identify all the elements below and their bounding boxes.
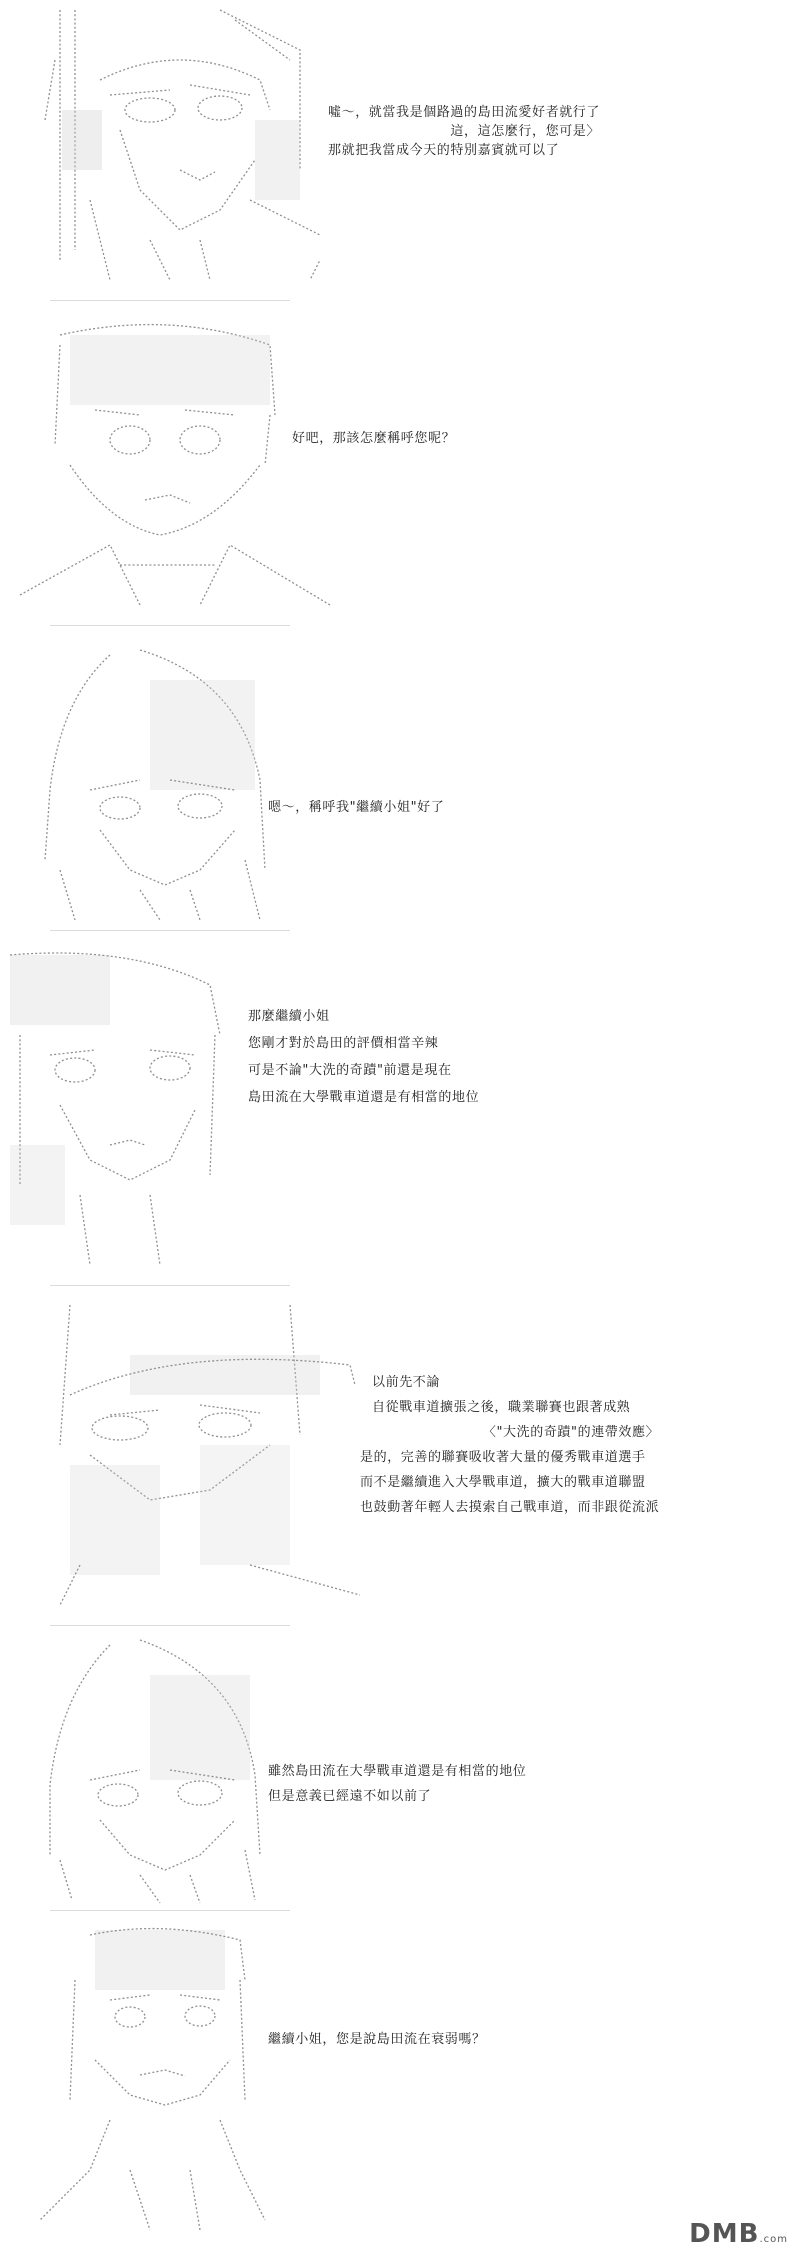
watermark-suffix: .com — [759, 2234, 788, 2245]
dialogue-line: 噓～，就當我是個路過的島田流愛好者就行了 — [328, 105, 601, 120]
panel-6 — [0, 1635, 800, 1905]
watermark-text: DMB — [689, 2219, 760, 2249]
dialogue-line: 那就把我當成今天的特別嘉賓就可以了 — [328, 143, 560, 158]
dialogue-line: 〈"大洗的奇蹟"的連帶效應〉 — [482, 1425, 660, 1440]
dialogue-line: 雖然島田流在大學戰車道還是有相當的地位 — [268, 1764, 527, 1779]
dialogue-block-2 — [292, 429, 455, 448]
panel-2 — [0, 315, 800, 615]
dialogue-line: 島田流在大學戰車道還是有相當的地位 — [248, 1090, 480, 1105]
panel-4 — [0, 945, 800, 1275]
dialogue-line: 繼續小姐，您是說島田流在衰弱嗎？ — [268, 2032, 486, 2047]
ascii-art-figure-5 — [0, 1295, 370, 1615]
dialogue-line: 是的，完善的聯賽吸收著大量的優秀戰車道選手 — [360, 1450, 646, 1465]
ascii-art-figure-4 — [0, 945, 260, 1275]
ascii-art-figure-1 — [0, 0, 320, 290]
panel-1 — [0, 0, 800, 290]
ascii-art-figure-2 — [0, 315, 340, 615]
dialogue-line: 可是不論"大洗的奇蹟"前還是現在 — [248, 1063, 452, 1078]
dialogue-block-4 — [248, 1007, 479, 1107]
panel-3 — [0, 640, 800, 920]
dialogue-line: 那麼繼續小姐 — [248, 1009, 330, 1024]
site-watermark-logo — [689, 2219, 788, 2249]
dialogue-line: 也鼓動著年輕人去摸索自己戰車道，而非跟從流派 — [360, 1500, 660, 1515]
dialogue-line: 自從戰車道擴張之後，職業聯賽也跟著成熟 — [372, 1400, 631, 1415]
ascii-art-figure-6 — [0, 1635, 290, 1905]
dialogue-block-7 — [268, 2030, 486, 2049]
ascii-art-figure-3 — [0, 640, 300, 920]
dialogue-line: 但是意義已經遠不如以前了 — [268, 1789, 432, 1804]
dialogue-block-3 — [268, 798, 444, 817]
panel-divider — [50, 300, 290, 301]
panel-7 — [0, 1920, 800, 2257]
panel-divider — [50, 1285, 290, 1286]
panel-divider — [50, 1625, 290, 1626]
dialogue-line: 而不是繼續進入大學戰車道，擴大的戰車道聯盟 — [360, 1475, 646, 1490]
dialogue-block-1 — [328, 103, 600, 160]
panel-divider — [50, 930, 290, 931]
dialogue-block-5 — [360, 1373, 660, 1517]
panel-divider — [50, 1910, 290, 1911]
dialogue-line: 以前先不論 — [372, 1375, 441, 1390]
ascii-art-figure-7 — [0, 1920, 270, 2250]
panel-divider — [50, 625, 290, 626]
dialogue-line: 這，這怎麼行，您可是〉 — [450, 124, 601, 139]
dialogue-line: 好吧，那該怎麼稱呼您呢？ — [292, 431, 456, 446]
panel-5 — [0, 1295, 800, 1615]
dialogue-line: 嗯～，稱呼我"繼續小姐"好了 — [268, 800, 445, 815]
dialogue-block-6 — [268, 1762, 526, 1806]
dialogue-line: 您剛才對於島田的評價相當辛辣 — [248, 1036, 439, 1051]
